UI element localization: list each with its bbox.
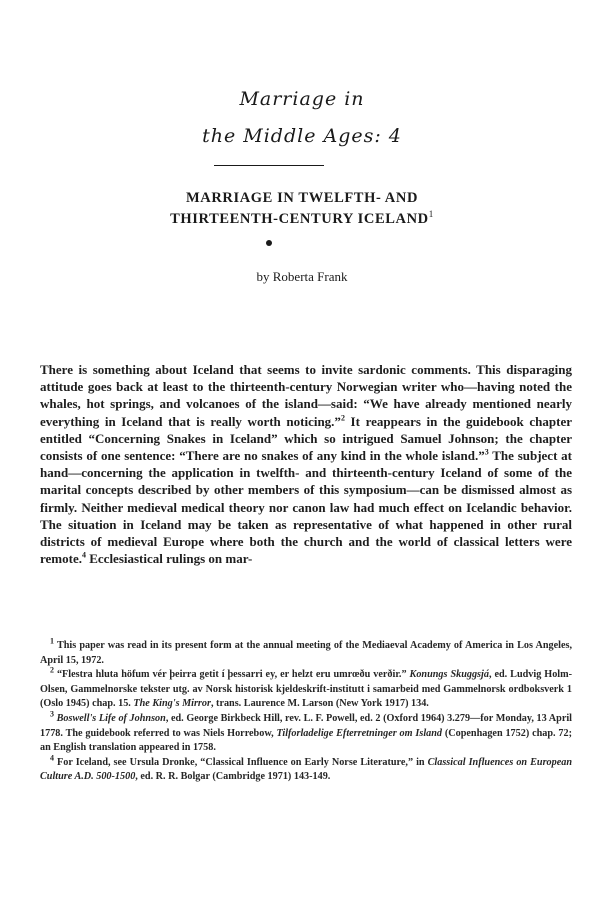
footnote-2-title-a: Konungs Skuggsjá: [409, 669, 489, 681]
footnote-4-text-b: , ed. R. R. Bolgar (Cambridge 1971) 143-149.: [135, 771, 331, 783]
footnote-3-text-a: , ed. George Birkbeck Hill, rev. L. F. Powell, ed. 2 (Oxford 1964) 3.279—for Monday, 13 April 1778. The guidebook referred to was Niels Horrebow,: [40, 712, 573, 739]
footnote-ref-1: 1: [428, 209, 434, 219]
footnote-3-title-a: Boswell's Life of Johnson: [54, 712, 166, 724]
footnote-1-text: This paper was read in its present form at the annual meeting of the Mediaeval Academy of America in Los Angeles, April 15, 1972.: [40, 640, 572, 666]
footnote-3-number: 3: [50, 709, 54, 719]
chapter-title-text-1: MARRIAGE IN TWELFTH- AND: [185, 190, 419, 206]
footnote-2-text-c: , trans. Laurence M. Larson (New York 1917) 134.: [210, 698, 429, 710]
chapter-title-line-2: [0, 209, 604, 228]
footnote-4-text-a: For Iceland, see Ursula Dronke, “Classical Influence on Early Norse Literature,” in: [54, 756, 428, 768]
series-title-line-1: Marriage in: [239, 88, 365, 110]
chapter-title-text-2: THIRTEENTH-CENTURY ICELAND: [170, 210, 429, 227]
footnote-2-text-a: “Flestra hluta höfum vér þeirra getit í þessarri ey, er helzt eru umrœðu verðir.”: [54, 669, 410, 681]
body-text-2: It reappears in the guidebook chapter entitled “Concerning Snakes in Iceland” which so intrigued Samuel Johnson; the chapter consists of one sentence: “There are no snakes of any kind in the whole island.”: [40, 413, 573, 464]
footnote-1-number: 1: [50, 636, 54, 646]
body-text-4: Ecclesiastical rulings on mar-: [85, 551, 253, 567]
footnote-3-text-b: (Copenhagen 1752) chap. 72; an English translation appeared in 1758.: [40, 727, 572, 754]
footnote-2-text-b: , ed. Ludvig Holm-Olsen, Gammelnorske tekster utg. av Norsk historisk kjeldeskrift-institutt i samarbeid med Gammelnorsk ordboksverk 1 (Oslo 1945) chap. 15.: [40, 669, 573, 710]
footnote-2: [40, 665, 573, 712]
footnote-ref-4: 4: [81, 550, 86, 560]
ornament-dot: [266, 240, 272, 246]
footnote-3-title-b: Tilforladelige Efterretninger om Island: [276, 727, 443, 739]
footnote-3: [40, 709, 573, 756]
body-paragraph: [40, 361, 572, 567]
footnote-2-title-b: The King's Mirror: [133, 698, 211, 710]
title-divider: [214, 165, 324, 166]
footnotes: [40, 636, 573, 785]
series-title-line-2: the Middle Ages: 4: [202, 125, 402, 147]
footnote-4: [40, 753, 572, 785]
footnote-ref-2: 2: [340, 413, 345, 423]
footnote-ref-3: 3: [484, 447, 489, 457]
footnote-4-number: 4: [50, 753, 54, 763]
footnote-2-number: 2: [50, 665, 54, 675]
author-byline: by Roberta Frank: [256, 269, 348, 284]
body-text-1: There is something about Iceland that seems to invite sardonic comments. This disparaging attitude goes back at least to the thirteenth-century Norwegian writer who—having noted the whales, hot springs, and volcanoes of the island—said: “We have already mentioned nearly everything in Iceland that is really worth noticing.”: [40, 362, 572, 429]
footnote-1: [40, 636, 572, 668]
chapter-title-line-1: [0, 190, 604, 207]
footnote-4-title: Classical Influences on European Culture A.D. 500-1500: [40, 756, 572, 783]
body-text-3: The subject at hand—concerning the application in twelfth- and thirteenth-century Iceland of some of the marital concepts described by other members of this symposium—can be dismissed almost as firmly. Neither medieval medical theory nor canon law had much effect on Icelandic behavior. The situation in Iceland may be taken as representative of what happened in other rural districts of medieval Europe where both the church and the world of classical letters were remote.: [40, 448, 572, 567]
